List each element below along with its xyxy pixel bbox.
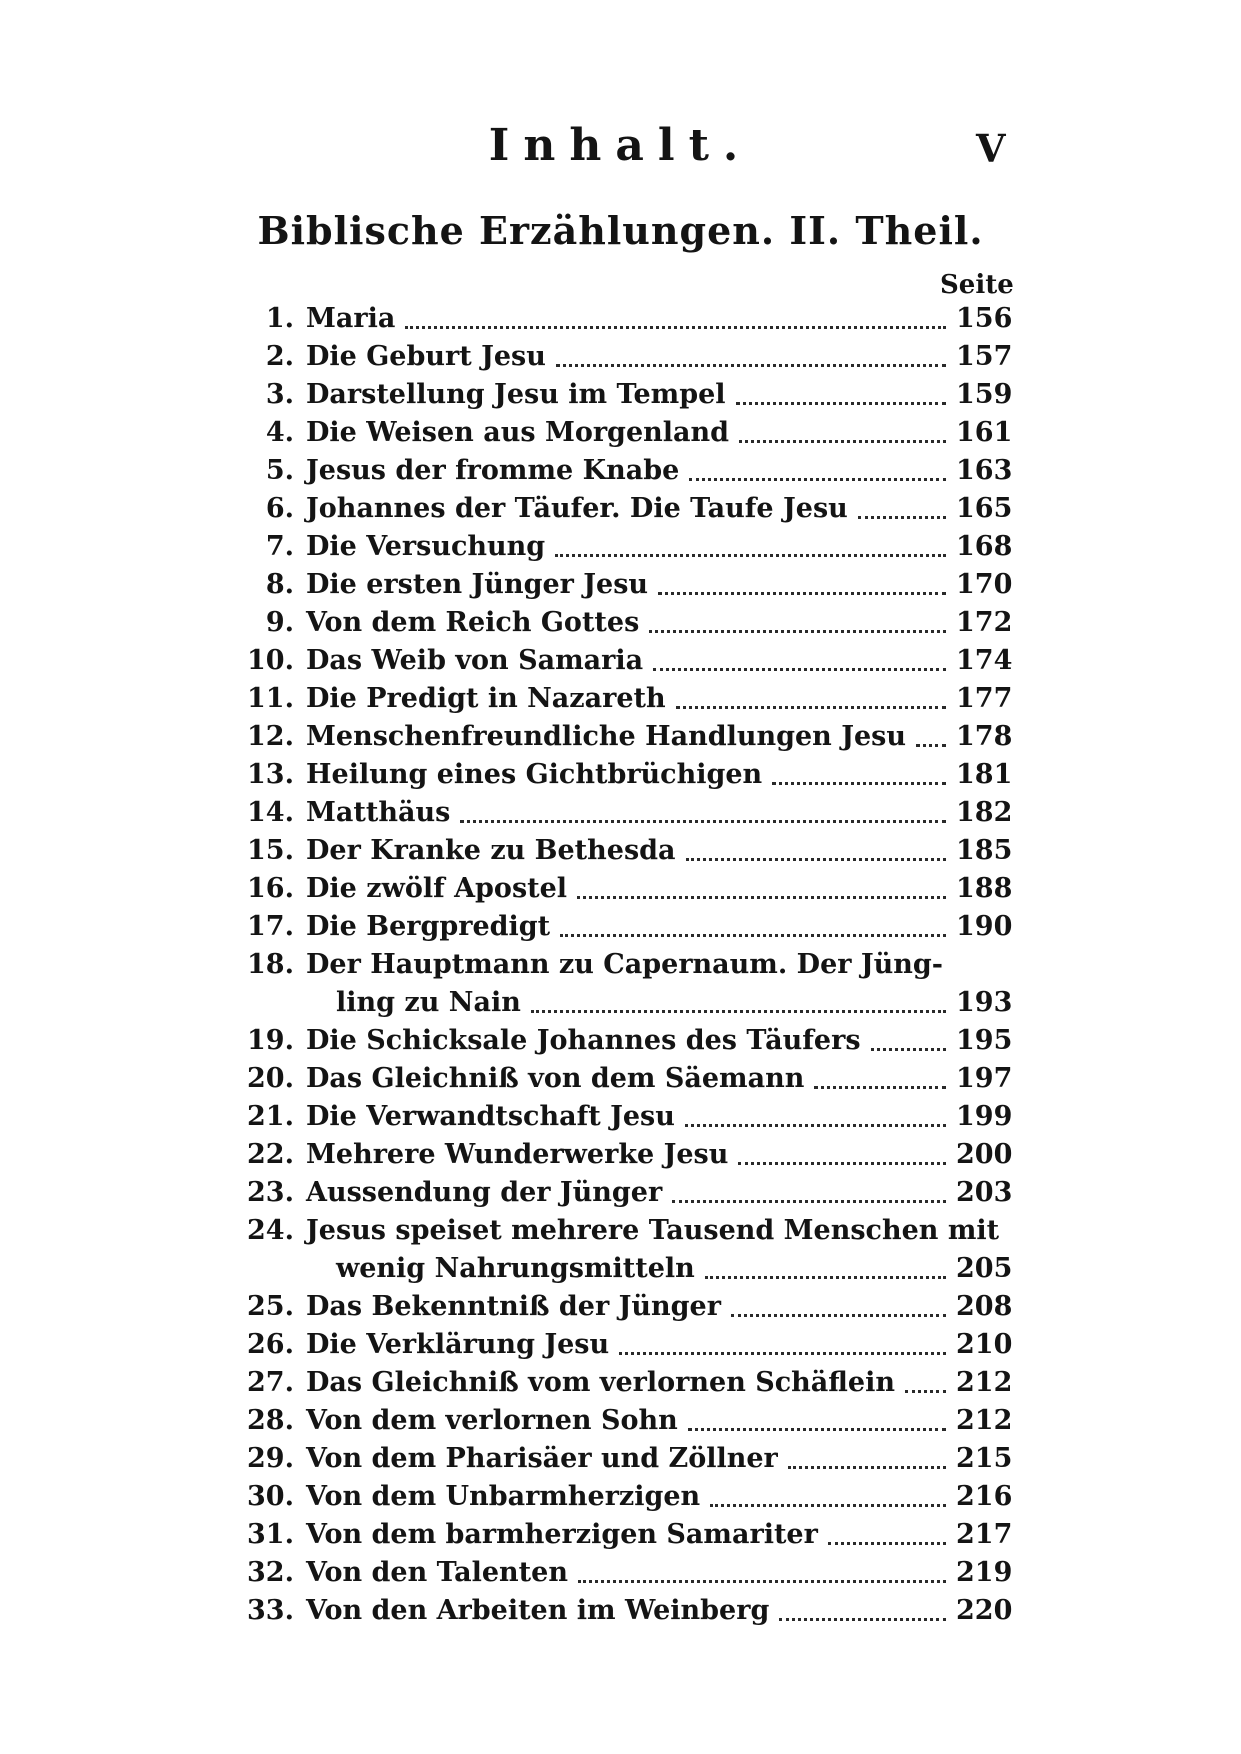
toc-entry-page: 203	[956, 1177, 1013, 1208]
toc-entry-number: 4.	[265, 417, 294, 448]
toc-entry-page: 200	[956, 1139, 1013, 1170]
toc-entry-title: Das Weib von Samaria	[306, 645, 644, 676]
dot-leader	[916, 744, 946, 747]
toc-entry-number: 13.	[247, 759, 294, 790]
toc-entry	[240, 566, 1013, 604]
toc-entry-page: 157	[956, 341, 1013, 372]
page-title: Inhalt.	[488, 120, 753, 171]
toc-entry-number: 7.	[265, 531, 294, 562]
toc-entry-page: 159	[956, 379, 1013, 410]
toc-entry	[240, 490, 1013, 528]
toc-entry-page: 181	[956, 759, 1013, 790]
toc-entry-title: Aussendung der Jünger	[306, 1177, 663, 1208]
toc-entry	[240, 1592, 1013, 1630]
dot-leader	[858, 516, 946, 519]
dot-leader	[739, 440, 946, 443]
toc-entry-title: Jesus speiset mehrere Tausend Menschen mit	[306, 1215, 1000, 1246]
toc-entry-number: 33.	[247, 1595, 294, 1626]
dot-leader	[556, 364, 946, 367]
dot-leader	[738, 1162, 946, 1165]
toc-entry-title: Johannes der Täufer. Die Taufe Jesu	[306, 493, 848, 524]
toc-entry	[240, 1478, 1013, 1516]
toc-entry-title: Von den Talenten	[306, 1557, 568, 1588]
toc-entry	[240, 604, 1013, 642]
toc-entry-title: Von dem Pharisäer und Zöllner	[306, 1443, 778, 1474]
toc-entry-page: 216	[956, 1481, 1013, 1512]
toc-entry-number: 30.	[247, 1481, 294, 1512]
toc-entry-title: Jesus der fromme Knabe	[306, 455, 680, 486]
toc-entry-page: 168	[956, 531, 1013, 562]
toc-entry-page: 195	[956, 1025, 1013, 1056]
toc-entry-number: 3.	[265, 379, 294, 410]
toc-entry-title: Der Hauptmann zu Capernaum. Der Jüng-	[306, 949, 944, 980]
toc-entry-title: Die Verklärung Jesu	[306, 1329, 610, 1360]
toc-entry	[240, 1364, 1013, 1402]
dot-leader	[686, 858, 946, 861]
toc-entry	[240, 794, 1013, 832]
dot-leader	[405, 326, 946, 329]
toc-entry-number: 12.	[247, 721, 294, 752]
toc-entry-title: Die Versuchung	[306, 531, 546, 562]
toc-entry	[240, 680, 1013, 718]
toc-entry-page: 156	[956, 303, 1013, 334]
toc-entry-page: 174	[956, 645, 1013, 676]
toc-entry	[240, 1098, 1013, 1136]
dot-leader	[653, 668, 946, 671]
toc-entry-number: 8.	[265, 569, 294, 600]
toc-entry-page: 193	[956, 987, 1013, 1018]
toc-entry-number: 27.	[247, 1367, 294, 1398]
toc-entry	[240, 414, 1013, 452]
toc-entry-title: Matthäus	[306, 797, 451, 828]
toc-entry	[240, 1288, 1013, 1326]
toc-entry-number: 14.	[247, 797, 294, 828]
toc-entry	[240, 832, 1013, 870]
toc-entry-title: Die Bergpredigt	[306, 911, 551, 942]
dot-leader	[460, 820, 946, 823]
toc-entry-number: 26.	[247, 1329, 294, 1360]
toc-entry-title: Heilung eines Gichtbrüchigen	[306, 759, 763, 790]
toc-entry-number: 20.	[247, 1063, 294, 1094]
toc-entry-number: 10.	[247, 645, 294, 676]
toc-entry-title: Darstellung Jesu im Tempel	[306, 379, 726, 410]
toc-entry	[240, 1440, 1013, 1478]
toc-entry-number: 11.	[247, 683, 294, 714]
toc-entry-title: Die Geburt Jesu	[306, 341, 546, 372]
toc-entry-page: 177	[956, 683, 1013, 714]
toc-entry	[240, 452, 1013, 490]
toc-entry	[240, 300, 1013, 338]
toc-entry-page: 220	[956, 1595, 1013, 1626]
page-column-label: Seite	[940, 270, 1014, 300]
dot-leader	[688, 1428, 946, 1431]
toc-entry-page: 212	[956, 1405, 1013, 1436]
toc-entry	[240, 1060, 1013, 1098]
toc-entry	[240, 376, 1013, 414]
toc-entry-page: 161	[956, 417, 1013, 448]
toc-entry-number: 21.	[247, 1101, 294, 1132]
toc-entry-title: Die Predigt in Nazareth	[306, 683, 666, 714]
toc-entry-number: 2.	[265, 341, 294, 372]
toc-entry-title: Die zwölf Apostel	[306, 873, 568, 904]
toc-entry-title-continued: ling zu Nain	[336, 987, 521, 1018]
toc-entry-number: 24.	[247, 1215, 294, 1246]
dot-leader	[578, 1580, 946, 1583]
dot-leader	[685, 1124, 946, 1127]
toc-entry-number: 19.	[247, 1025, 294, 1056]
toc-entry-page: 215	[956, 1443, 1013, 1474]
toc-entry-number: 1.	[265, 303, 294, 334]
dot-leader	[871, 1048, 946, 1051]
dot-leader	[658, 592, 946, 595]
toc-entry-title: Menschenfreundliche Handlungen Jesu	[306, 721, 906, 752]
toc-entry-page: 219	[956, 1557, 1013, 1588]
toc-entry-title: Von dem Unbarmherzigen	[306, 1481, 701, 1512]
toc-entry-page: 208	[956, 1291, 1013, 1322]
toc-entry	[240, 1554, 1013, 1592]
toc-entry-title: Von dem Reich Gottes	[306, 607, 640, 638]
toc-entry	[240, 1212, 1013, 1288]
toc-entry-number: 28.	[247, 1405, 294, 1436]
toc-entry-title: Von den Arbeiten im Weinberg	[306, 1595, 770, 1626]
toc-entry-page: 188	[956, 873, 1013, 904]
toc-entry	[240, 1402, 1013, 1440]
toc-entry-title: Das Gleichniß von dem Säemann	[306, 1063, 805, 1094]
toc-entry-page: 163	[956, 455, 1013, 486]
toc-entry-title: Das Bekenntniß der Jünger	[306, 1291, 721, 1322]
toc-entry-title: Von dem verlornen Sohn	[306, 1405, 678, 1436]
dot-leader	[689, 478, 946, 481]
toc-entry-title: Die Verwandtschaft Jesu	[306, 1101, 675, 1132]
dot-leader	[676, 706, 946, 709]
toc-entry-number: 25.	[247, 1291, 294, 1322]
dot-leader	[672, 1200, 946, 1203]
dot-leader	[905, 1390, 946, 1393]
toc-entry-number: 15.	[247, 835, 294, 866]
dot-leader	[736, 402, 946, 405]
dot-leader	[779, 1618, 946, 1621]
toc-entry-page: 217	[956, 1519, 1013, 1550]
toc-entry-title: Die Schicksale Johannes des Täufers	[306, 1025, 861, 1056]
toc-entry-number: 17.	[247, 911, 294, 942]
dot-leader	[560, 934, 946, 937]
toc-entry-number: 31.	[247, 1519, 294, 1550]
toc-entry-title: Die ersten Jünger Jesu	[306, 569, 649, 600]
toc-entry	[240, 528, 1013, 566]
toc-entry-page: 170	[956, 569, 1013, 600]
toc-entry	[240, 1022, 1013, 1060]
toc-entry	[240, 756, 1013, 794]
page-number-roman: V	[976, 126, 1006, 171]
dot-leader	[619, 1352, 946, 1355]
dot-leader	[577, 896, 946, 899]
dot-leader	[531, 1010, 946, 1013]
toc-entry-title: Von dem barmherzigen Samariter	[306, 1519, 818, 1550]
toc-entry-number: 23.	[247, 1177, 294, 1208]
dot-leader	[788, 1466, 946, 1469]
toc-entry-number: 32.	[247, 1557, 294, 1588]
toc-entry-number: 29.	[247, 1443, 294, 1474]
toc-entry	[240, 642, 1013, 680]
toc-entry-page: 199	[956, 1101, 1013, 1132]
dot-leader	[731, 1314, 946, 1317]
toc-entry	[240, 908, 1013, 946]
toc-entry-page: 172	[956, 607, 1013, 638]
dot-leader	[710, 1504, 946, 1507]
toc-entry-number: 9.	[265, 607, 294, 638]
toc-entry	[240, 1516, 1013, 1554]
toc-entry	[240, 1136, 1013, 1174]
toc-entry	[240, 338, 1013, 376]
toc-entry-number: 18.	[247, 949, 294, 980]
toc-entry-title: Maria	[306, 303, 396, 334]
toc-entry-page: 197	[956, 1063, 1013, 1094]
toc-entry-page: 212	[956, 1367, 1013, 1398]
toc-entry-number: 22.	[247, 1139, 294, 1170]
dot-leader	[705, 1276, 946, 1279]
toc-entry-title: Mehrere Wunderwerke Jesu	[306, 1139, 729, 1170]
toc-entry-number: 5.	[265, 455, 294, 486]
toc-entry-page: 190	[956, 911, 1013, 942]
dot-leader	[772, 782, 946, 785]
toc-entry-title: Der Kranke zu Bethesda	[306, 835, 676, 866]
toc-entry-title-continued: wenig Nahrungsmitteln	[336, 1253, 695, 1284]
toc-entry	[240, 718, 1013, 756]
toc-entry-page: 210	[956, 1329, 1013, 1360]
toc-entry	[240, 870, 1013, 908]
toc-entry-title: Das Gleichniß vom verlornen Schäflein	[306, 1367, 895, 1398]
toc-entry-page: 205	[956, 1253, 1013, 1284]
toc-entry	[240, 1326, 1013, 1364]
toc-entry	[240, 946, 1013, 1022]
dot-leader	[649, 630, 946, 633]
toc-entry-number: 16.	[247, 873, 294, 904]
section-subtitle: Biblische Erzählungen. II. Theil.	[257, 208, 984, 253]
toc-entry-page: 178	[956, 721, 1013, 752]
toc-entry-page: 165	[956, 493, 1013, 524]
table-of-contents	[240, 300, 1013, 1630]
toc-entry-number: 6.	[265, 493, 294, 524]
dot-leader	[814, 1086, 946, 1089]
toc-entry-page: 185	[956, 835, 1013, 866]
toc-entry-title: Die Weisen aus Morgenland	[306, 417, 730, 448]
dot-leader	[828, 1542, 946, 1545]
toc-entry	[240, 1174, 1013, 1212]
toc-entry-page: 182	[956, 797, 1013, 828]
dot-leader	[555, 554, 946, 557]
